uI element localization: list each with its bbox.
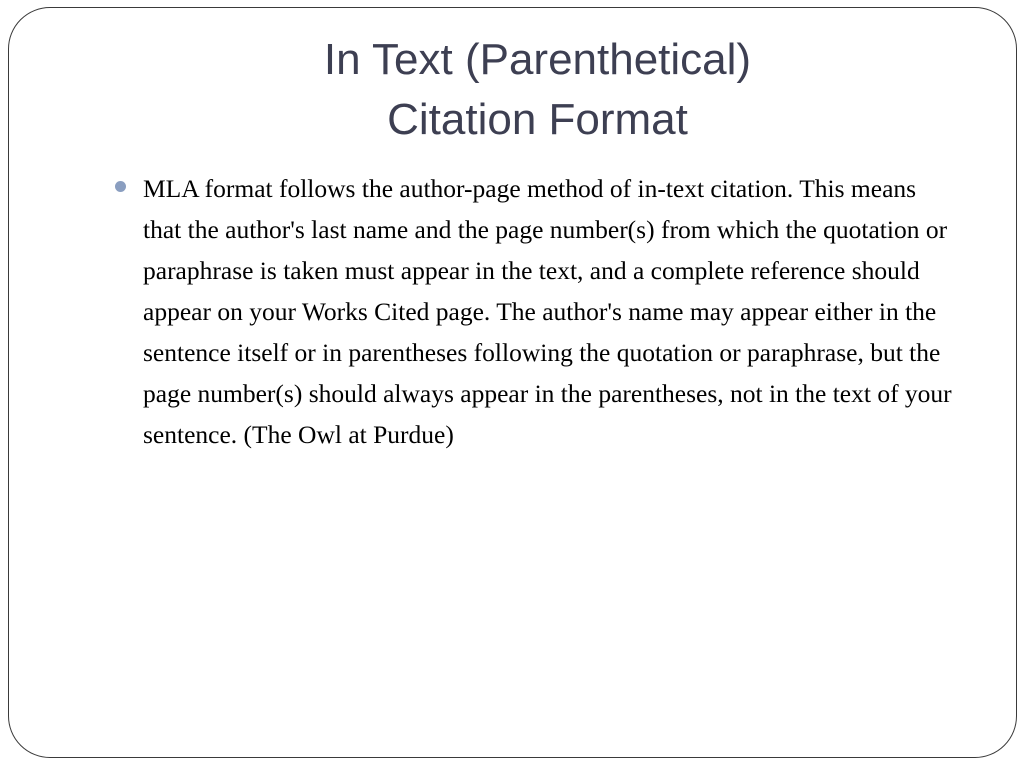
slide-title: [80, 30, 995, 150]
bullet-item: [112, 168, 952, 455]
title-line-1: In Text (Parenthetical): [323, 35, 752, 84]
bullet-icon: [115, 181, 126, 192]
bullet-text: MLA format follows the author-page method of in-text citation. This means that the author's last name and the page number(s) from which the quotation or paraphrase is taken must appear in the text, and a complete reference should appear on your Works Cited page. The author's name may appear either in the sentence itself or in parentheses following the quotation or paraphrase, but the page number(s) should always appear in the parentheses, not in the text of your sentence. (The Owl at Purdue): [143, 174, 952, 449]
title-line-2: Citation Format: [387, 95, 688, 144]
slide-body: [112, 168, 952, 455]
